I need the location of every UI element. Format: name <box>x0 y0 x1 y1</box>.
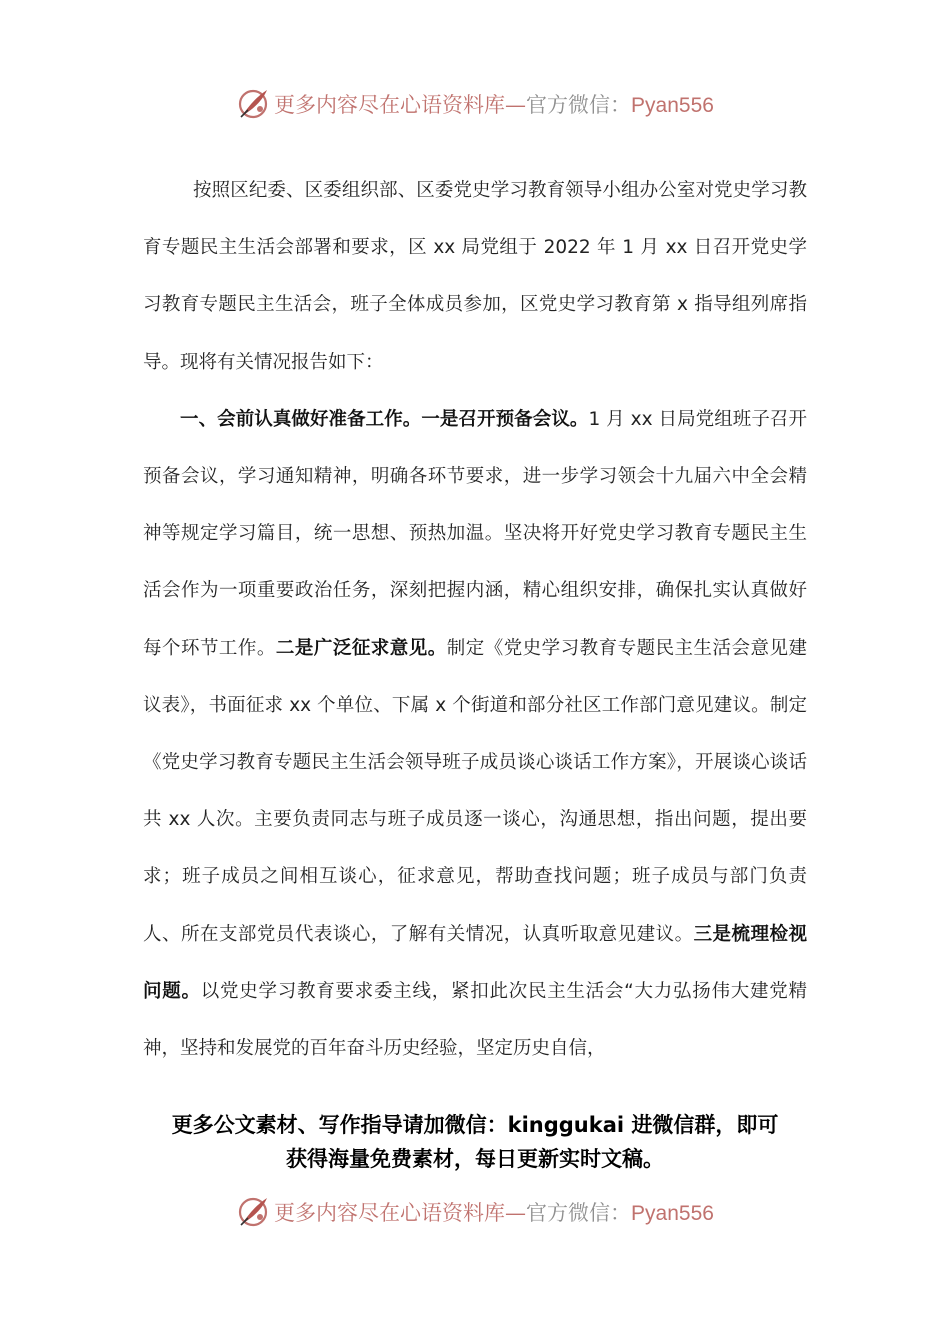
item-text: 1 月 xx 日局党组班子召开预备会议，学习通知精神，明确各环节要求，进一步学习领会十九届六中全会精神等规定学习篇目，统一思想、预热加温。坚决将开好党史学习教育专题民主生活会作为一项重要政治任务，深刻把握内涵，精心组织安排，确保扎实认真做好每个环节工作。 <box>143 408 807 659</box>
item-heading: 一是召开预备会议。 <box>421 408 589 430</box>
header-banner <box>0 82 950 126</box>
promo-line: 更多公文素材、写作指导请加微信：kinggukai 进微信群，即可 <box>171 1113 779 1137</box>
footer-banner <box>0 1190 950 1234</box>
banner-dash: — <box>505 1201 527 1225</box>
banner-brand: 更多内容尽在心语资料库 <box>274 1201 506 1225</box>
promo-line: 获得海量免费素材，每日更新实时文稿。 <box>286 1147 664 1171</box>
banner-dash: — <box>505 93 527 117</box>
quill-pen-logo-icon <box>236 1195 270 1229</box>
paragraph-intro: 按照区纪委、区委组织部、区委党史学习教育领导小组办公室对党史学习教育专题民主生活会部署和要求，区 xx 局党组于 2022 年 1 月 xx 日召开党史学习教育专题民主生活会，班子全体成员参加，区党史学习教育第 x 指导组列席指导。现将有关情况报告如下： <box>143 180 807 373</box>
item-heading: 二是广泛征求意见。 <box>275 637 447 659</box>
quill-pen-logo-icon <box>236 87 270 121</box>
item-text: 制定《党史学习教育专题民主生活会意见建议表》，书面征求 xx 个单位、下属 x 个街道和部分社区工作部门意见建议。制定《党史学习教育专题民主生活会领导班子成员谈心谈话工作方案》，开展谈心谈话共 xx 人次。主要负责同志与班子成员逐一谈心，沟通思想，指出问题，提出要求；班子成员之间相互谈心，征求意见，帮助查找问题；班子成员与部门负责人、所在支部党员代表谈心，了解有关情况，认真听取意见建议。 <box>143 637 807 945</box>
paragraph-section-1 <box>143 391 807 1077</box>
banner-brand: 更多内容尽在心语资料库 <box>274 93 506 117</box>
banner-text <box>274 1197 714 1227</box>
banner-text <box>274 89 714 119</box>
banner-wechat-id: Pyan556 <box>631 1202 714 1225</box>
promo-notice <box>130 1108 820 1176</box>
item-heading: 三是梳理检视问题。 <box>143 923 807 1002</box>
banner-wechat-label: 官方微信： <box>526 1201 632 1225</box>
document-body <box>143 162 807 1077</box>
item-text: 以党史学习教育要求委主线，紧扣此次民主生活会“大力弘扬伟大建党精神，坚持和发展党的百年奋斗历史经验，坚定历史自信， <box>143 980 807 1060</box>
section-heading: 一、会前认真做好准备工作。 <box>180 408 422 430</box>
banner-wechat-label: 官方微信： <box>526 93 632 117</box>
banner-wechat-id: Pyan556 <box>631 94 714 117</box>
